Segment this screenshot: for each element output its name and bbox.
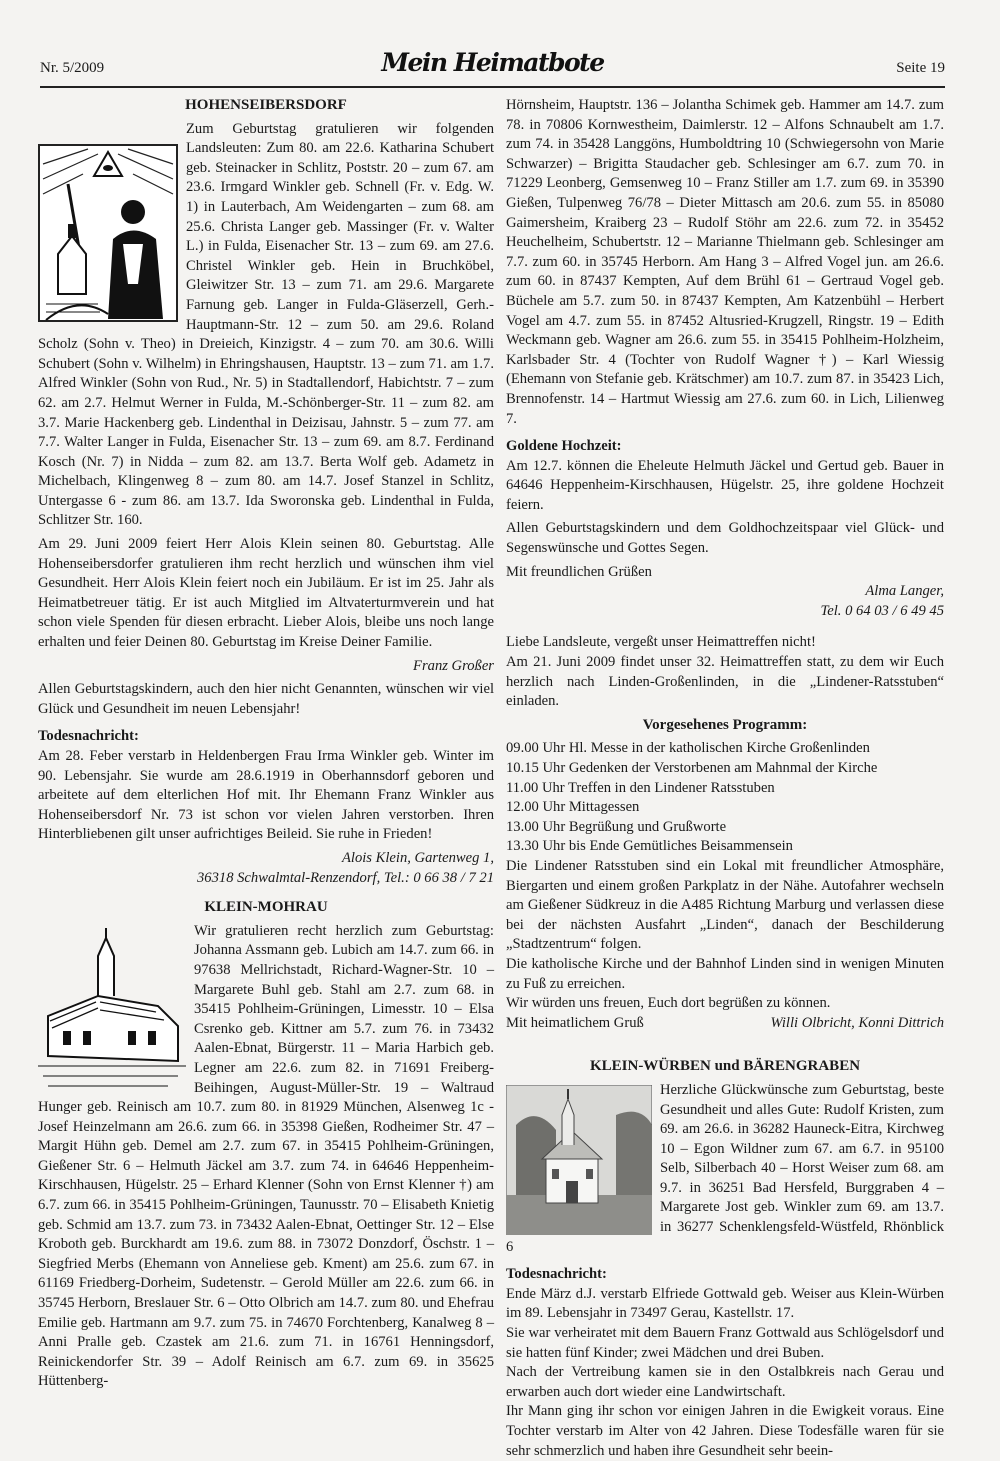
alois-klein-paragraph: Am 29. Juni 2009 feiert Herr Alois Klein seinen 80. Geburtstag. Alle Hohenseibersdorfer gratulieren ihm recht herzlich und wünschen ihm viel Gesundheit. Herr Alois Klein feiert noch ein Jubiläum. Er ist im 25. Jahr als Heimatbetreuer tätig. Er ist auch Mitglied im Altvaterturmverein und hat schon viele Spenden für diesen erbracht. Lieber Alois, bleibe uns noch lange erhalten und feier Deinen 80. Geburtstag im Kreise Deiner Familie. — [38, 536, 494, 651]
golden-wedding-wishes: Allen Geburtstagskindern und dem Goldhochzeitspaar viel Glück- und Segenswünsche und Gottes Segen. — [506, 520, 944, 557]
program-item: 11.00 Uhr Treffen in den Lindener Ratsstuben — [506, 779, 775, 796]
welcome-text: Wir würden uns freuen, Euch dort begrüßen zu können. — [506, 995, 831, 1012]
regards-line: Mit heimatlichem Gruß — [506, 1014, 644, 1031]
regards-row — [506, 1014, 944, 1034]
program-item: 13.30 Uhr bis Ende Gemütliches Beisammensein — [506, 838, 793, 855]
birthday-list-klein-wuerben: Herzliche Glückwünsche zum Geburtstag, beste Gesundheit und alles Gute: Rudolf Kristen, zum 69. am 26.6. in 36282 Hauneck-Eitra, Kirchweg 10 – Egon Wildner zum 67. am 6.7. in 95100 Selb, Silberbach 40 – Horst Weiser zum 68. am 9.7. in 36251 Bad Hersfeld, Burggraben 4 – Margarete Jost geb. Winkler zum 69. am 13.7. in 36277 Schenklengsfeld-Wüstfeld, Rhönblick 6 — [506, 1081, 944, 1255]
page-header — [40, 48, 945, 88]
golden-wedding-text: Am 12.7. können die Eheleute Helmuth Jäckel und Gertud geb. Bauer in 64646 Heppenheim-Kirschhausen, Hügelstr. 25, ihre goldene Hochzeit feiern. — [506, 457, 944, 513]
chapel-photo — [506, 1085, 652, 1235]
program-item: 12.00 Uhr Mittagessen — [506, 799, 640, 816]
village-church-drawing — [38, 926, 186, 1094]
death-notice-heading-kw: Todesnachricht: — [506, 1266, 607, 1283]
program-item: 10.15 Uhr Gedenken der Verstorbenen am Mahnmal der Kirche — [506, 760, 878, 776]
program-heading: Vorgesehenes Programm: — [642, 716, 808, 733]
death-notice-text-kw-3: Nach der Vertreibung kamen sie in den Ostalbkreis nach Gerau und erwarben auch dort wieder eine Landwirtschaft. — [506, 1364, 944, 1400]
death-notice-text-kw-1: Ende März d.J. verstarb Elfriede Gottwald geb. Weiser aus Klein-Würben im 89. Lebensjahr in 73497 Gerau, Kastellstr. 17. — [506, 1285, 944, 1322]
program-item: 09.00 Uhr Hl. Messe in der katholischen Kirche Großenlinden — [506, 740, 870, 757]
death-notice-text-kw-2: Sie war verheiratet mit dem Bauern Franz Gottwald aus Schlögelsdorf und sie hatten fünf Kinder; zwei Mädchen und drei Buben. — [506, 1325, 944, 1361]
signature-alois-klein: Alois Klein, Gartenweg 1, — [341, 849, 494, 866]
golden-wedding-heading: Goldene Hochzeit: — [506, 438, 622, 455]
birthday-list-klein-mohrau: Wir gratulieren recht herzlich zum Geburtstag: Johanna Assmann geb. Lubich am 14.7. zum 66. in 97638 Mellrichstadt, Richard-Wagner-Str. 10 – Margarete Buhl geb. Stahl am 2.7. zum 68. in 35415 Pohlheim-Grüningen, Limesstr. 10 – Elsa Csrenko geb. Kittner am 5.7. zum 76. in 73432 Aalen-Ebnat, Bürgerstr. 11 – Maria Harbich geb. Legner am 22.6. zum 82. in 71691 Freiberg-Beihingen, August-Müller-Str. 19 – Waltraud Hunger geb. Reinisch am 10.7. zum 80. in 81929 München, Alsenweg 1c - Josef Heinzelmann am 26.6. zum 66. in 35398 Gießen, Rodheimer Str. 47 – Margit Hühn geb. Demel am 2.7. zum 67. in 35415 Pohlheim-Grüningen, Gießener Str. 6 – Helmuth Jäckel am 3.7. zum 74. in 64646 Heppenheim-Kirschhausen, Hügelstr. 25 – Erhard Klenner (Sohn von Ernst Klenner †) am 6.7. zum 66. in 35415 Pohlheim-Grüningen, Taunusstr. 70 – Elisabeth Knietig geb. Schmid am 13.7. zum 73. in 73432 Aalen-Ebnat, Oettinger Str. 12 – Else Kroboth geb. Burckhardt am 19.6. zum 88. in 73072 Donzdorf, Öschstr. 1 – Siegfried Merbs (Ehemann von Anneliese geb. Kment) am 25.6. zum 67. in 61169 Friedberg-Dorheim, Sudetenstr. – Gerold Müller am 22.6. zum 66. in 35745 Herborn, Breslauer Str. 6 – Otto Olbrich am 14.7. zum 80. und Ehefrau Emilie geb. Hartmann am 9.7. zum 75. in 74670 Forchtenberg, Kanalweg 8 – Anni Pralle geb. Czastek am 21.6. zum 71. in 16761 Henningsdorf, Reinickendorfer Str. 39 – Adolf Reinisch am 6.7. zum 69. in 35625 Hüttenberg- — [38, 922, 494, 1390]
signature-alma-langer: Alma Langer, — [865, 583, 944, 600]
issue-number: Nr. 5/2009 — [40, 60, 105, 76]
birthday-list-hohenseibersdorf: Zum Geburtstag gratulieren wir folgenden Landsleuten: Zum 80. am 22.6. Katharina Schubert geb. Steinacker in Schlitz, Poststr. 20 – zum 67. am 23.6. Irmgard Winkler geb. Schnell (Fr. v. Edg. W. 1) in Lauterbach, Am Weidengarten – zum 68. am 25.6. Christa Langer geb. Massinger (Fr. v. Walter L.) in Fulda, Eisenacher Str. 13 – zum 69. am 27.6. Christel Winkler geb. Hein in Bruchköbel, Gleiwitzer Str. 13 – zum 71. am 29.6. Margarete Farnung geb. Langer in Fulda-Gläserzell, Gerh.-Hauptmann-Str. 12 – zum 50. am 29.6. Roland Scholz (Sohn v. Theo) in Dreieich, Kinzigstr. 4 – zum 70. am 30.6. Willi Schubert (Sohn v. Wilhelm) in Ehringshausen, Hauptstr. 13 – zum 71. am 1.7. Alfred Winkler (Sohn von Rud., Nr. 5) in Stadtallendorf, Habichtstr. 7 – zum 62. am 2.7. Helmut Werner in Fulda, M.-Schönberger-Str. 11 – zum 82. am 3.7. Marie Hackenberg geb. Lindenthal in Deizisau, Jahnstr. 5 – zum 77. am 7.7. Walter Langer in Fulda, Eisenacher Str. 13 – zum 69. am 8.7. Ferdinand Kosch (Nr. 7) in Nidda – zum 82. am 13.7. Berta Wolf geb. Adametz in Michelbach, Klingenweg 8 – zum 80. am 14.7. Josef Stanzel in Schlitz, Untergasse 6 - zum 86. am 13.7. Ida Sworonska geb. Lindenthal in Fulda, Schlitzer Str. 160. — [38, 120, 494, 529]
signature-alois-klein-address: 36318 Schwalmtal-Renzendorf, Tel.: 0 66 38 / 7 21 — [197, 869, 494, 886]
section-title-klein-mohrau: KLEIN-MOHRAU — [204, 899, 328, 916]
birthday-list-continued: Hörnsheim, Hauptstr. 136 – Jolantha Schimek geb. Hammer am 14.7. zum 78. in 70806 Kornwestheim, Daimlerstr. 12 – Alfons Schnaubelt am 1.7. zum 74. in 35428 Langgöns, Humboldtring 10 (Schwiegersohn von Marie Schwarzer) – Brigitta Staudacher geb. Schlesinger am 6.7. zum 70. in 71229 Leonberg, Gemsenweg 10 – Franz Stiller am 1.7. zum 69. in 35390 Gießen, Tulpenweg 76/78 – Dieter Mittasch am 20.6. zum 55. in 85080 Gaimersheim, Kraiberg 23 – Rudolf Stöhr am 22.6. zum 72. in 35452 Heuchelheim, Schubertstr. 12 – Marianne Thielmann geb. Schlesinger am 7.7. zum 60. in 35745 Herborn. Am Hang 3 – Alfred Vogel jun. am 26.6. zum 60. in 87437 Kempten, Auf dem Brühl 61 – Gertraud Vogel geb. Büchele am 5.7. zum 50. in 87437 Kempten, Am Katzenbühl – Herbert Vogel am 4.7. zum 55. in 87452 Altusried-Krugzell, Ringstr. 19 – Edith Weckmann geb. Wagner am 26.6. zum 55. in 35415 Pohlheim-Holzheim, Karlsbader Str. 4 (Tochter von Rudolf Wagner †) – Karl Wiessig (Ehemann von Stefanie geb. Krätschmer) am 10.7. zum 87. in 35423 Lich, Brennofenstr. 14 – Hartmut Wiessig am 27.6. zum 60. in Lich, Lilienweg 7. — [506, 97, 944, 427]
saint-woodcut-illustration — [38, 144, 178, 322]
header-rule — [40, 86, 945, 88]
program-item: 13.00 Uhr Begrüßung und Grußworte — [506, 818, 727, 835]
spacer — [506, 625, 944, 633]
wishes-paragraph: Allen Geburtstagskindern, auch den hier nicht Genannten, wünschen wir viel Glück und Gesundheit im neuen Lebensjahr! — [38, 681, 494, 717]
meeting-intro: Liebe Landsleute, vergeßt unser Heimattreffen nicht! — [506, 634, 816, 651]
signature-olbricht-dittrich: Willi Olbricht, Konni Dittrich — [770, 1014, 944, 1031]
right-column — [506, 96, 944, 1461]
death-notice-text-kw-4: Ihr Mann ging ihr schon vor einigen Jahren in die Ewigkeit voraus. Eine Tochter verstarb im Alter von 42 Jahren. Diese Todesfälle waren für sie sehr schmerzlich und haben ihre Gesundheit sehr beein- — [506, 1403, 944, 1459]
section-title-hohenseibersdorf: HOHENSEIBERSDORF — [185, 97, 347, 113]
masthead-title: Mein Heimatbote — [381, 48, 604, 77]
page-number: Seite 19 — [896, 60, 945, 76]
death-notice-text: Am 28. Feber verstarb in Heldenbergen Frau Irma Winkler geb. Winter im 90. Lebensjahr. Sie wurde am 28.6.1919 in Oberhannsdorf geboren und arbeitete auf dem elterlichen Hof mit. Ihr Ehemann Franz Winkler aus Hohenseibersdorf Nr. 73 ist schon vor vielen Jahren verstorben. Ihren Hinterbliebenen gilt unser aufrichtiges Beileid. Sie ruhe in Frieden! — [38, 748, 494, 843]
left-column — [38, 96, 494, 1396]
signature-franz-grosser: Franz Großer — [413, 657, 494, 674]
directions-text: Die Lindener Ratsstuben sind ein Lokal mit freundlicher Atmosphäre, Biergarten und einem großen Parkplatz in der Nähe. Autofahrer wechseln am Gießener Südkreuz in die A485 Richtung Marburg und verlassen diese bei der nächsten Ausfahrt „Linden“, danach der Beschilderung „Stadtzentrum“ folgen. — [506, 857, 944, 953]
church-station-text: Die katholische Kirche und der Bahnhof Linden sind in wenigen Minuten zu Fuß zu erreichen. — [506, 955, 944, 992]
death-notice-heading: Todesnachricht: — [38, 728, 139, 745]
signature-alma-langer-phone: Tel. 0 64 03 / 6 49 45 — [820, 602, 944, 619]
greeting-line: Mit freundlichen Grüßen — [506, 563, 652, 580]
meeting-text: Am 21. Juni 2009 findet unser 32. Heimattreffen statt, zu dem wir Euch herzlich nach Linden-Großenlinden, in die „Lindener-Ratsstuben“ einladen. — [506, 654, 944, 710]
section-title-klein-wuerben: KLEIN-WÜRBEN und BÄRENGRABEN — [589, 1058, 861, 1075]
